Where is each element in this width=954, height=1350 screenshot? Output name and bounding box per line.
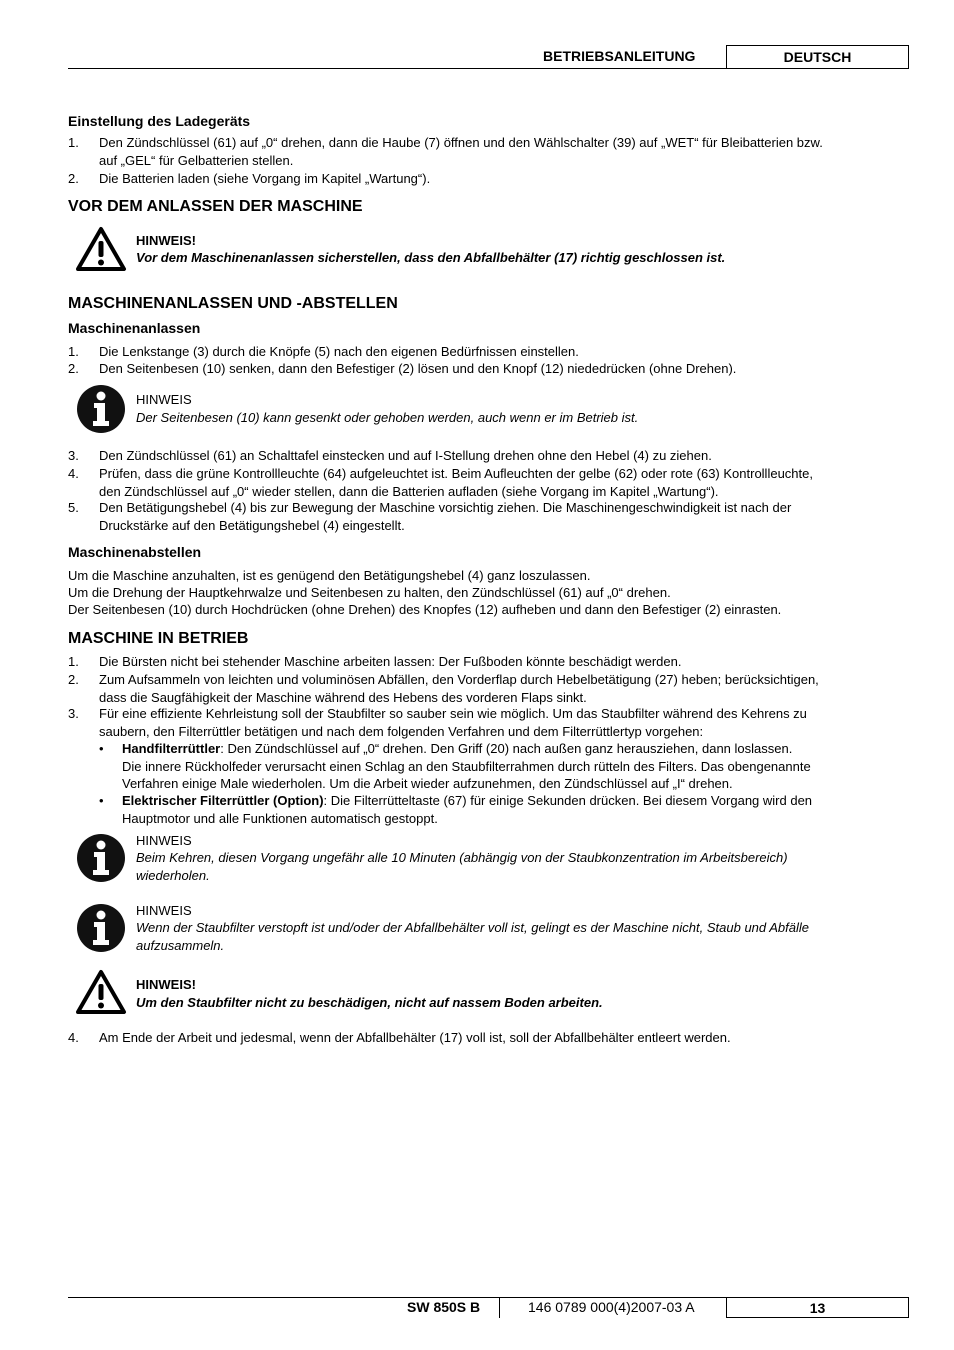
list-item: Die Lenkstange (3) durch die Knöpfe (5) nach den eigenen Bedürfnissen einstellen.	[99, 344, 579, 359]
note-text	[136, 849, 788, 884]
language-box	[726, 45, 909, 69]
footer-divider	[499, 1297, 500, 1318]
list-item: Den Zündschlüssel (61) an Schalttafel einstecken und auf I-Stellung drehen ohne den Hebel (4) zu ziehen.	[99, 448, 712, 463]
bullet-symbol: •	[99, 793, 104, 808]
info-icon	[76, 903, 126, 953]
note-line: wiederholen.	[136, 867, 210, 883]
paragraph-line: Der Seitenbesen (10) durch Hochdrücken (ohne Drehen) des Knopfes (12) aufheben und dann den Befestiger (2) einrasten.	[68, 602, 782, 617]
bullet-symbol: •	[99, 741, 104, 756]
warning-text: Vor dem Maschinenanlassen sicherstellen, dass den Abfallbehälter (17) richtig geschlossen ist.	[136, 250, 726, 265]
bullet-desc: : Den Zündschlüssel auf „0“ drehen. Den Griff (20) nach außen ganz herausziehen, dann loslassen.	[220, 741, 793, 756]
list-number: 3.	[68, 448, 79, 463]
header-title: BETRIEBSANLEITUNG	[543, 48, 696, 64]
list-item-line: Für eine effiziente Kehrleistung soll der Staubfilter so sauber sein wie möglich. Um das Staubfilter während des Kehrens zu	[99, 706, 807, 721]
list-item	[99, 499, 791, 534]
info-icon	[76, 384, 126, 434]
note-line: aufzusammeln.	[136, 937, 225, 953]
list-item-line: saubern, den Filterrüttler betätigen und nach dem folgenden Verfahren und dem Filterrüttlertyp vorgehen:	[99, 723, 704, 739]
warning-label: HINWEIS!	[136, 233, 196, 248]
list-item	[99, 705, 807, 740]
list-item-line: Den Zündschlüssel (61) auf „0“ drehen, dann die Haube (7) öffnen und den Wählschalter (39) auf „WET“ für Bleibatterien bzw.	[99, 135, 823, 150]
list-item-line: Prüfen, dass die grüne Kontrollleuchte (64) aufgeleuchtet ist. Beim Aufleuchten der gelbe (62) oder rote (63) Kontrollleuchte,	[99, 466, 813, 481]
heading-vor-dem-anlassen: VOR DEM ANLASSEN DER MASCHINE	[68, 198, 363, 215]
warning-text: Um den Staubfilter nicht zu beschädigen, nicht auf nassem Boden arbeiten.	[136, 995, 603, 1010]
bullet-term: Elektrischer Filterrüttler (Option)	[122, 793, 324, 808]
subheading-maschinenanlassen: Maschinenanlassen	[68, 320, 201, 336]
list-number: 1.	[68, 344, 79, 359]
bullet-term: Handfilterrüttler	[122, 741, 221, 756]
note-text: Der Seitenbesen (10) kann gesenkt oder gehoben werden, auch wenn er im Betrieb ist.	[136, 410, 639, 425]
list-item-line: auf „GEL“ für Gelbatterien stellen.	[99, 152, 294, 168]
list-number: 4.	[68, 1030, 79, 1045]
note-text	[136, 919, 809, 954]
paragraph-line: Um die Drehung der Hauptkehrwalze und Seitenbesen zu halten, den Zündschlüssel (61) auf „0“ drehen.	[68, 585, 671, 600]
list-item: Die Bürsten nicht bei stehender Maschine arbeiten lassen: Der Fußboden könnte beschädigt werden.	[99, 654, 682, 669]
list-item-line: Zum Aufsammeln von leichten und voluminösen Abfällen, den Vorderflap durch Hebelbetätigung (27) heben; berücksichtigen,	[99, 672, 819, 687]
list-item: Die Batterien laden (siehe Vorgang im Kapitel „Wartung“).	[99, 171, 431, 186]
warning-icon	[75, 226, 127, 272]
paragraph-line: Um die Maschine anzuhalten, ist es genügend den Betätigungshebel (4) ganz loszulassen.	[68, 568, 591, 583]
note-line: Beim Kehren, diesen Vorgang ungefähr alle 10 Minuten (abhängig von der Staubkonzentration im Arbeitsbereich)	[136, 850, 788, 865]
page-number-box	[726, 1297, 909, 1318]
heading-ladegeraet: Einstellung des Ladegeräts	[68, 113, 251, 129]
list-number: 3.	[68, 706, 79, 721]
info-icon	[76, 833, 126, 883]
bullet-item	[122, 740, 811, 793]
note-label: HINWEIS	[136, 903, 192, 918]
list-item-line: dass die Saugfähigkeit der Maschine während des Hebens des vorderen Flaps sinkt.	[99, 689, 587, 705]
warning-label: HINWEIS!	[136, 977, 196, 992]
heading-in-betrieb: MASCHINE IN BETRIEB	[68, 630, 249, 647]
bullet-line	[122, 792, 812, 810]
footer-doc-code: 146 0789 000(4)2007-03 A	[528, 1299, 695, 1315]
list-item	[99, 671, 819, 706]
note-label: HINWEIS	[136, 392, 192, 407]
list-item	[99, 134, 823, 169]
header-rule	[68, 68, 908, 69]
bullet-desc: : Die Filterrütteltaste (67) für einige Sekunden drücken. Bei diesem Vorgang wird den	[323, 793, 813, 808]
note-line: Wenn der Staubfilter verstopft ist und/oder der Abfallbehälter voll ist, gelingt es der Maschine nicht, Staub und Abfälle	[136, 920, 810, 935]
bullet-line: Die innere Rückholfeder verursacht einen Schlag an den Staubfilterrahmen durch rütteln des Filters. Das obengenannte	[122, 758, 811, 774]
list-number: 2.	[68, 171, 79, 186]
language-label: DEUTSCH	[783, 49, 852, 65]
list-item	[99, 465, 813, 500]
list-item: Am Ende der Arbeit und jedesmal, wenn der Abfallbehälter (17) voll ist, soll der Abfallbehälter entleert werden.	[99, 1030, 731, 1045]
list-number: 4.	[68, 466, 79, 481]
warning-icon	[75, 969, 127, 1015]
list-number: 1.	[68, 654, 79, 669]
footer-model: SW 850S B	[407, 1299, 481, 1315]
bullet-line: Verfahren einige Male wiederholen. Um die Arbeit wieder aufzunehmen, den Zündschlüssel auf „I“ drehen.	[122, 776, 733, 791]
list-number: 2.	[68, 672, 79, 687]
bullet-line	[122, 740, 811, 758]
note-label: HINWEIS	[136, 833, 192, 848]
list-number: 1.	[68, 135, 79, 150]
bullet-line: Hauptmotor und alle Funktionen automatisch gestoppt.	[122, 810, 438, 826]
list-item-line: Den Betätigungshebel (4) bis zur Bewegung der Maschine vorsichtig ziehen. Die Maschinengeschwindigkeit ist nach der	[99, 500, 792, 515]
subheading-maschinenabstellen: Maschinenabstellen	[68, 544, 202, 560]
list-item-line: Druckstärke auf den Betätigungshebel (4) eingestellt.	[99, 517, 405, 533]
list-number: 5.	[68, 500, 79, 515]
heading-anlassen-abstellen: MASCHINENANLASSEN UND -ABSTELLEN	[68, 295, 398, 312]
bullet-item	[122, 792, 812, 827]
page-number: 13	[809, 1299, 826, 1316]
list-item-line: den Zündschlüssel auf „0“ wieder stellen, dann die Batterien aufladen (siehe Vorgang im Kapitel „Wartung“).	[99, 483, 719, 499]
list-number: 2.	[68, 361, 79, 376]
list-item: Den Seitenbesen (10) senken, dann den Befestiger (2) lösen und den Knopf (12) niededrücken (ohne Drehen).	[99, 361, 737, 376]
